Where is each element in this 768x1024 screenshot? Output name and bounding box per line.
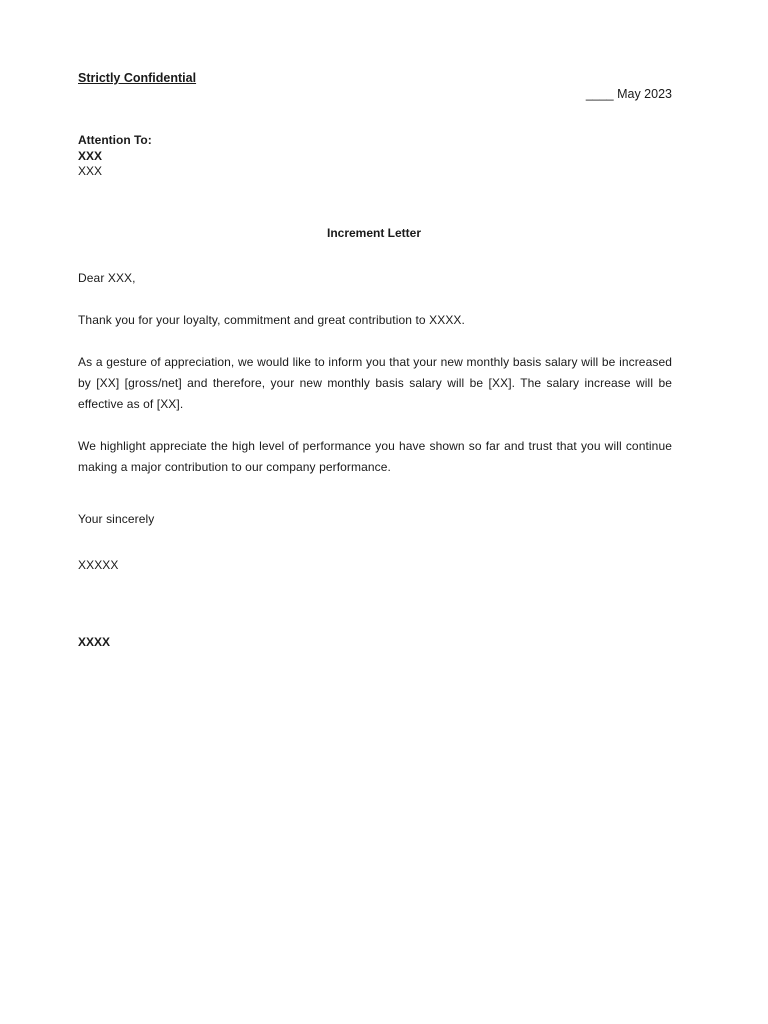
letter-subject: Increment Letter: [326, 226, 422, 240]
paragraph-thanks: Thank you for your loyalty, commitment and great contribution to XXXX.: [78, 313, 465, 327]
signer-name: XXXXX: [78, 558, 119, 572]
confidential-heading: Strictly Confidential: [78, 71, 197, 85]
letter-date: ____ May 2023: [585, 87, 672, 101]
paragraph-salary-increase: As a gesture of appreciation, we would like to inform you that your new monthly basis salary will be increased by [XX] [gross/net] and therefore, your new monthly basis salary will be [XX]. The salary increase will be effective as of [XX].: [78, 355, 672, 411]
closing-line: Your sincerely: [78, 512, 155, 526]
salutation: Dear XXX,: [78, 271, 136, 285]
attention-label: Attention To:: [78, 133, 152, 147]
recipient-name: XXX: [78, 148, 103, 163]
recipient-address: XXX: [78, 164, 103, 178]
footer-name: XXXX: [78, 635, 111, 649]
attention-block: [78, 133, 152, 180]
paragraph-performance: We highlight appreciate the high level of performance you have shown so far and trust that you will continue making a major contribution to our company performance.: [78, 439, 672, 474]
